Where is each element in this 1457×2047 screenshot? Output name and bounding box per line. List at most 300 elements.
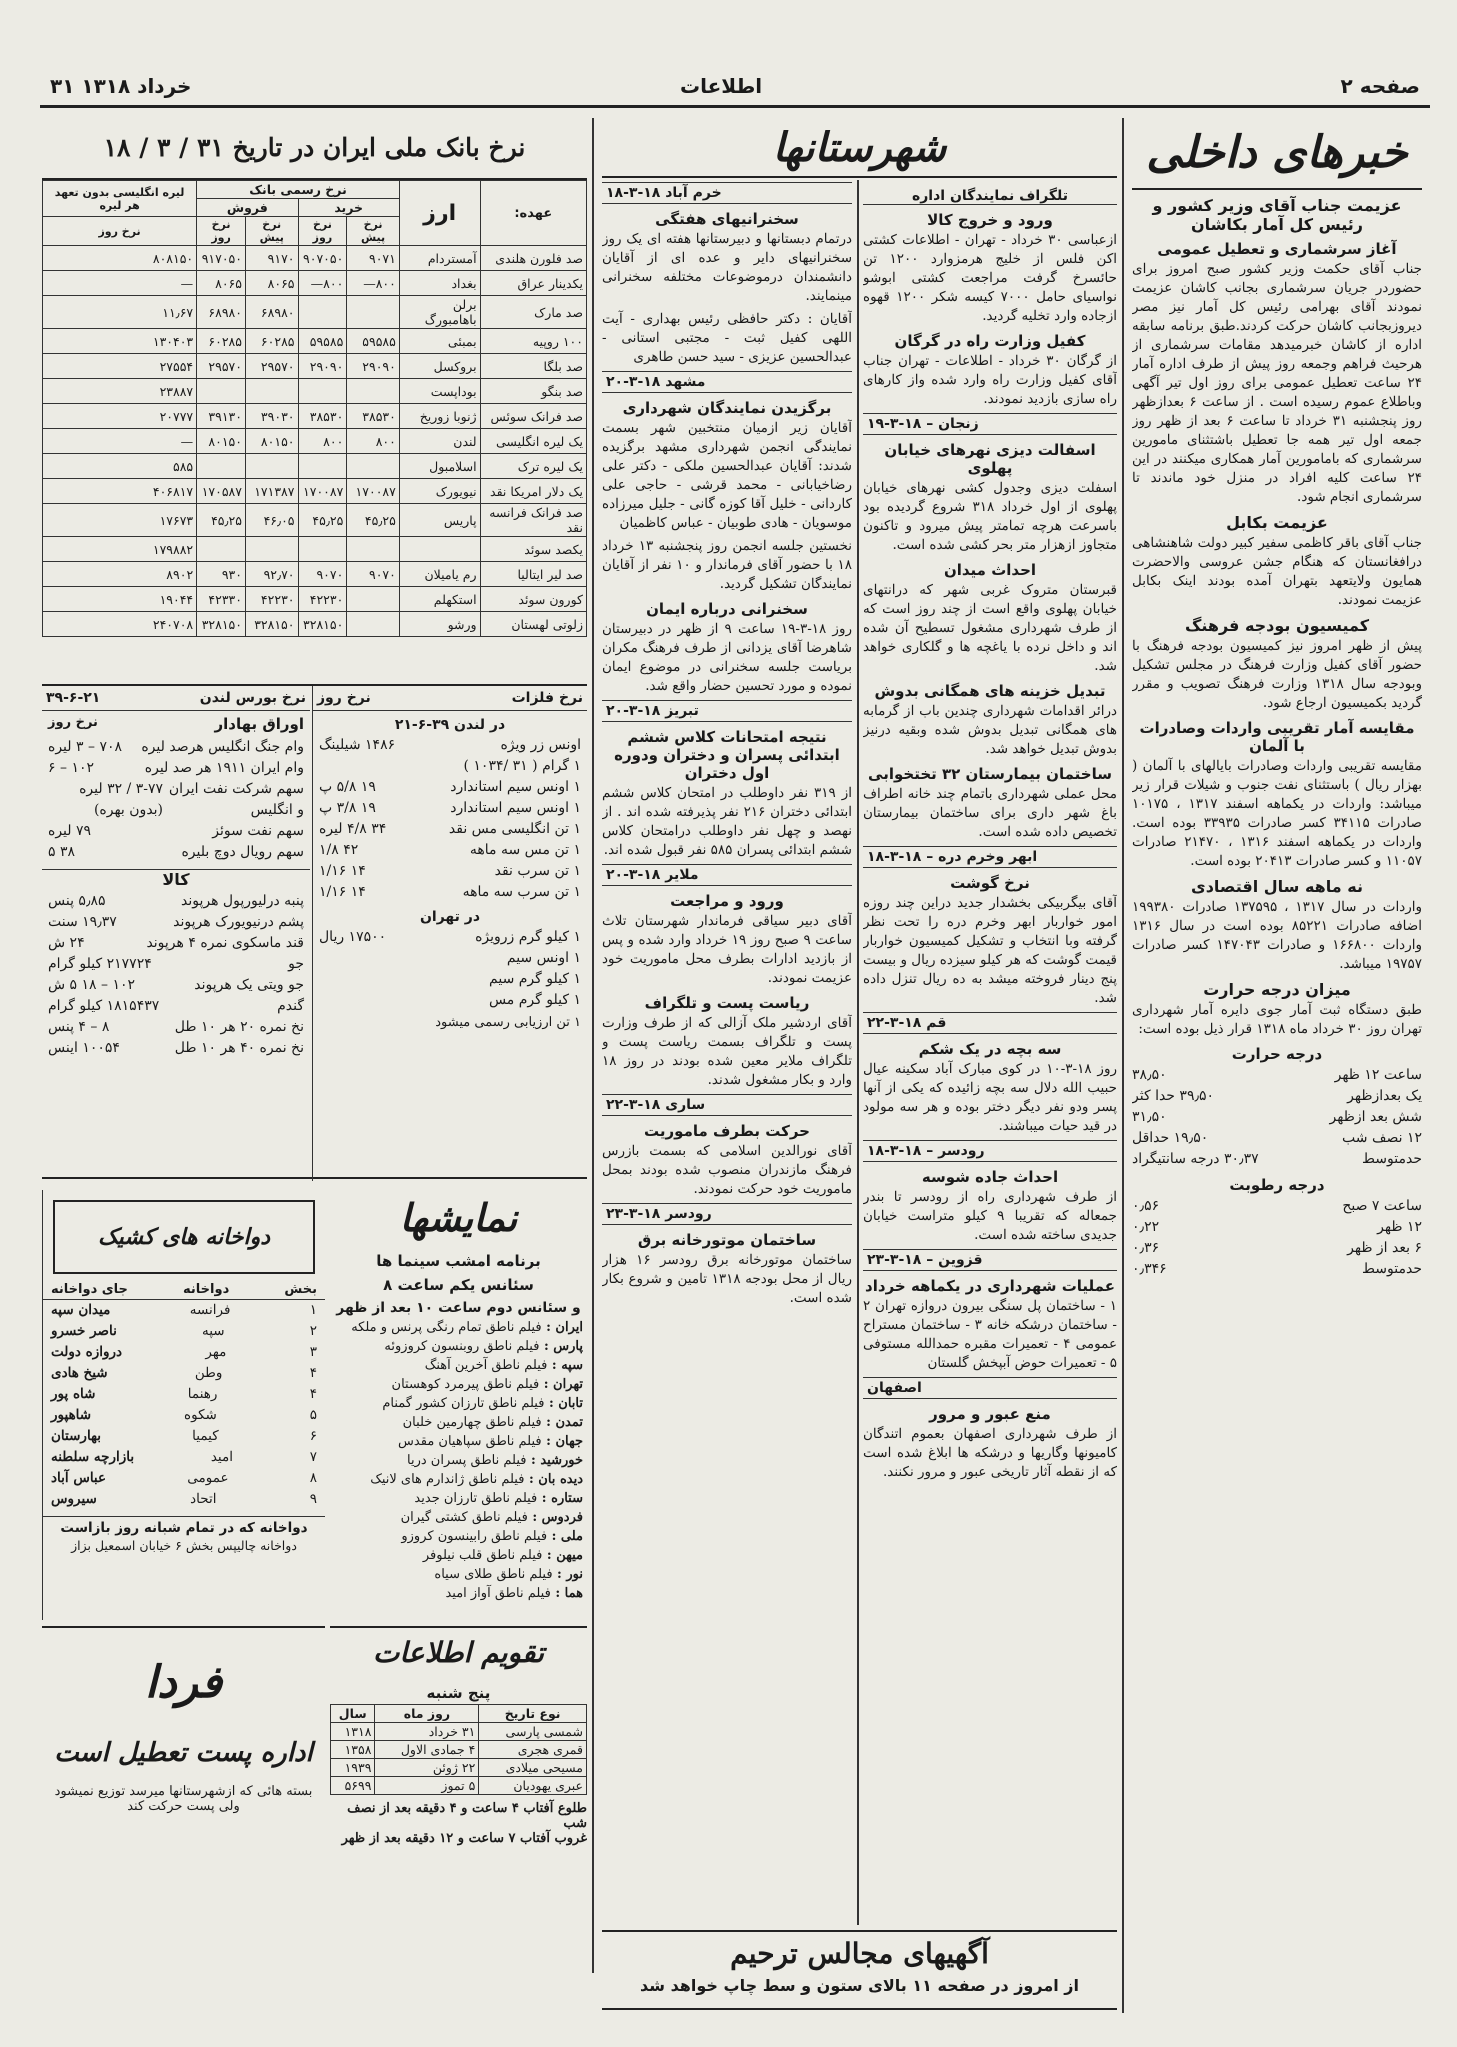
table-cell: ۱۹۳۹ [331, 1759, 375, 1777]
table-cell [347, 612, 400, 637]
table-cell: ۹۳۰ [197, 562, 246, 587]
headline: احداث جاده شوسه [921, 1168, 1059, 1186]
line-label: پنبه درلیورپول هرپوند [180, 893, 304, 909]
table-cell: ۱۳۵۸ [331, 1741, 375, 1759]
table-cell: ۳۲۸۱۵۰ [197, 612, 246, 637]
pharmacy-name: شکوه [184, 1407, 217, 1423]
table-cell: بغداد [399, 271, 480, 296]
metal-row [319, 927, 581, 948]
table-row [331, 1723, 587, 1741]
page-header [40, 70, 1430, 108]
metals-day-header: نرخ روز [317, 690, 371, 706]
table-cell: کورون سوئد [480, 587, 586, 612]
headline: سخنرانیهای هفتگی [655, 210, 799, 228]
pharmacy-location: شاهپور [51, 1407, 92, 1423]
table-cell: نیویورک [399, 479, 480, 504]
line-label: وام جنگ انگلیس هرصد لیره [141, 739, 304, 755]
humidity-row [1132, 1217, 1422, 1238]
cinema-show: فیلم ناطق قلب نیلوفر [422, 1548, 543, 1563]
cinema-row [334, 1584, 583, 1603]
table-cell [347, 296, 400, 329]
line-label: سهم نفت سوئز [212, 823, 304, 839]
col-prev-header: نرخ پیش [245, 217, 298, 246]
metal-row [319, 969, 581, 990]
cinema-row [334, 1432, 583, 1451]
line-value: ۳۰٫۳۷ درجه سانتیگراد [1132, 1151, 1259, 1167]
cities-column-b [602, 182, 852, 1925]
pharmacy-area: ۴ [309, 1365, 317, 1381]
pharmacy-area: ۷ [309, 1449, 317, 1465]
section-label: تلگراف نمایندگان اداره [863, 188, 1117, 205]
pharmacy-name: مهر [205, 1344, 227, 1360]
table-cell: ۹۱۷۰۵۰ [197, 246, 246, 271]
table-cell: ۲۲ ژوئن [375, 1759, 479, 1777]
headline: ریاست پست و تلگراف [644, 994, 810, 1012]
pharmacy-row [51, 1321, 317, 1342]
goods-row [48, 975, 304, 996]
table-cell: لندن [399, 429, 480, 454]
article-text: ساختمان موتورخانه برق رودسر ۱۶ هزار ریال از محل بودجه ۱۳۱۸ تامین و شروع بکار شده است. [602, 1252, 852, 1306]
table-cell: صد بنگو [480, 379, 586, 404]
table-cell: صد مارک [480, 296, 586, 329]
table-row [43, 537, 587, 562]
cinema-row [334, 1451, 583, 1470]
table-row [43, 587, 587, 612]
pharmacy-location: ناصر خسرو [51, 1323, 117, 1339]
table-cell [347, 537, 400, 562]
table-cell: زلوتی لهستان [480, 612, 586, 637]
cinema-show: فیلم ناطق کشتی گیران [400, 1510, 528, 1525]
calendar-day: پنج شنبه [426, 1684, 491, 1702]
col-pound-header: لیره انگلیسی بدون تعهد هر لیره [43, 181, 197, 217]
bond-row [48, 737, 304, 758]
line-value: ۳۴ ۴/۸ لیره [319, 821, 387, 837]
table-row [43, 479, 587, 504]
metals-title: نرخ فلزات [511, 690, 583, 706]
pharmacy-note2: دواخانه چالیپس بخش ۶ خیابان اسمعیل بزاز [71, 1538, 297, 1553]
table-cell: ۴۶٫۰۵ [245, 504, 298, 537]
pharmacy-name: کیمیا [192, 1428, 219, 1444]
headline: برگزیدن نمایندگان شهرداری [622, 399, 832, 417]
table-title: درجه حرارت [1231, 1045, 1323, 1063]
table-cell: ۹۰۷۰ [347, 562, 400, 587]
cinema-show: فیلم ناطق طلای سیاه [434, 1567, 553, 1582]
col-unit-header: عهده: [480, 181, 586, 246]
goods-row [48, 1017, 304, 1038]
table-row [43, 246, 587, 271]
pharmacy-area: ۸ [309, 1470, 317, 1486]
cinema-show: فیلم ناطق سپاهیان مقدس [398, 1434, 542, 1449]
cities-column-a [863, 182, 1117, 1925]
line-label: یک بعدازظهر [1347, 1088, 1422, 1104]
pharmacy-row [51, 1342, 317, 1363]
article-text: قبرستان متروک غربی شهر که درانتهای خیابان پهلوی واقع است از چند روز است که از طرف شهرداری مشغول تسطیح آن شده اند و داخل نرده با یاغچه ها و گلکاری خواهد شد. [863, 582, 1117, 674]
line-value: ۱۹ ۵/۸ پ [319, 779, 376, 795]
bonds-title: اوراق بهادار [214, 715, 304, 733]
goods-row [48, 996, 304, 1017]
table-cell [347, 454, 400, 479]
pharmacy-note: دواخانه که در تمام شبانه روز بازاست [43, 1516, 325, 1536]
table-cell: ۴۵٫۲۵ [347, 504, 400, 537]
table-cell [298, 537, 347, 562]
calendar-table [330, 1704, 587, 1795]
dateline: خرم آباد ۱۸-۳-۱۸ [602, 182, 852, 204]
line-label: جو [288, 956, 304, 972]
col-loc-header: جای دواخانه [51, 1282, 128, 1297]
table-cell: ۳۲۸۱۵۰ [298, 612, 347, 637]
cinema-row [334, 1470, 583, 1489]
dateline: رودسر – ۱۸-۳-۱۸ [863, 1140, 1117, 1162]
cinema-row [334, 1356, 583, 1375]
pharmacy-row [51, 1447, 317, 1468]
table-cell: ۸۰۶۵ [197, 271, 246, 296]
table-cell: صد بلگا [480, 354, 586, 379]
table-cell: ۵۸۵ [43, 454, 197, 479]
line-value: ۱۸۱۵۴۳۷ کیلو گرام [48, 998, 160, 1014]
table-cell: یک لیره ترک [480, 454, 586, 479]
line-label: ۱ گرام ( ۳۱ /۱۰۳۴ ) [463, 758, 581, 774]
cinema-row [334, 1337, 583, 1356]
bank-rates-title: نرخ بانک ملی ایران در تاریخ ۳۱ / ۳ / ۱۸ [42, 118, 587, 180]
pharmacy-row [51, 1363, 317, 1384]
metal-row [319, 861, 581, 882]
table-cell: ۵۶۹۹ [331, 1777, 375, 1795]
table-cell: ۸۰۶۵ [245, 271, 298, 296]
table-cell: ۳۹۱۳۰ [197, 404, 246, 429]
cinema-name: دیده بان : [524, 1472, 583, 1487]
table-cell: ۹۰۷۱ [347, 246, 400, 271]
bond-row [48, 821, 304, 842]
metal-row [319, 948, 581, 969]
table-cell: ۹۲٫۷۰ [245, 562, 298, 587]
headline: کمیسیون بودجه فرهنگ [1184, 616, 1370, 635]
bond-row [48, 842, 304, 863]
pharmacy-section [42, 1190, 325, 1620]
table-cell: ۳۸۵۳۰ [298, 404, 347, 429]
table-cell: ۶۸۹۸۰ [197, 296, 246, 329]
article-text: درائر اقدامات شهرداری چندین باب از گرمابه های همگانی تبدیل بدوش شده وبقیه درنیز بدوش تبدیل خواهد شد. [863, 703, 1117, 757]
pharmacy-name: فرانسه [189, 1302, 231, 1318]
dateline: قزوین – ۱۸-۳-۲۳ [863, 1249, 1117, 1271]
masthead-domestic: خبرهای داخلی [1132, 118, 1422, 190]
line-label: قند ماسکوی نمره ۴ هرپوند [146, 935, 304, 951]
headline: منع عبور و مرور [929, 1405, 1051, 1423]
pharmacy-name: اتحاد [190, 1491, 217, 1507]
table-cell: ۶۰۲۸۵ [197, 329, 246, 354]
cinema-show: فیلم ناطق تمام رنگی پرنس و ملکه [351, 1320, 542, 1335]
table-cell: ۵۹۵۸۵ [347, 329, 400, 354]
tehran-subheader: در تهران [419, 909, 481, 925]
pharmacy-area: ۱ [309, 1302, 317, 1318]
headline: عزیمت بکابل [1226, 513, 1328, 532]
humidity-table [1132, 1196, 1422, 1280]
line-value: ۳۸٫۵۰ [1132, 1067, 1167, 1083]
pharmacy-row [51, 1384, 317, 1405]
article-text: آقایان : دکتر حافظی رئیس بهداری - آیت اللهی کفیل ثبت - مجتبی استانی - عبدالحسین عزیزی - سید حسن طاهری [602, 311, 852, 365]
table-cell: صد لیر ایتالیا [480, 562, 586, 587]
line-value: ۱۴ ۱/۱۶ [319, 884, 366, 900]
col-buy-header: خرید [298, 199, 399, 217]
cinema-sub: برنامه امشب سینما ها [376, 1252, 541, 1270]
goods-row [48, 933, 304, 954]
line-value: ۴۲ ۱/۸ [319, 842, 359, 858]
pharmacy-area: ۵ [309, 1407, 317, 1423]
cinema-sub: و سئانس دوم ساعت ۱۰ بعد از ظهر [336, 1300, 581, 1316]
line-value: ۱۹٫۳۷ سنت [48, 914, 117, 930]
article-text: آقایان زیر ازمیان منتخبین شهر بسمت نمایندگی انجمن شهرداری مشهد برگزیده شدند: آقایان عبدالحسین ملکی - دکتر علی رضاخیابانی - محمد قرشی - حاجی علی کاردانی - خلیل آقا کوزه گانی - جلیل میرزاده موسویان - هادی طوبیان - عباس کاظمیان [602, 420, 852, 531]
line-value: ۱۴۸۶ شیلینگ [319, 737, 396, 753]
table-cell: یکصد سوئد [480, 537, 586, 562]
table-cell [245, 537, 298, 562]
line-label: ۱۲ نصف شب [1342, 1130, 1422, 1146]
metal-row [319, 756, 581, 777]
line-label: جو ویتی یک هرپوند [194, 977, 304, 993]
table-cell: ۴۵٫۲۵ [197, 504, 246, 537]
table-cell: ۳۱ خرداد [375, 1723, 479, 1741]
headline: اسفالت دیزی نهرهای خیابان پهلوی [884, 441, 1096, 477]
cinema-name: ملی : [547, 1529, 583, 1544]
headline: نه ماهه سال اقتصادی [1191, 877, 1363, 896]
london-bourse-date: ۳۹-۶-۲۱ [46, 690, 101, 706]
humidity-row [1132, 1259, 1422, 1280]
cinema-name: هما : [550, 1586, 583, 1601]
line-value: ۰٫۲۲ [1132, 1219, 1160, 1235]
masthead-cities: شهرستانها [772, 124, 947, 171]
line-value: ۵٫۸۵ پنس [48, 893, 106, 909]
table-cell: ۱۷۰۵۸۷ [197, 479, 246, 504]
table-cell: استکهلم [399, 587, 480, 612]
headline: میزان درجه حرارت [1203, 980, 1351, 999]
article-text: ۱ - ساختمان پل سنگی بیرون دروازه تهران ۲ - ساختمان درشکه خانه ۳ - ساختمان مستراح عمومی ۴ - تعمیرات مقبره حمدالله مستوفی ۵ - تعمیرات حوض آبپخش گلستان [863, 1298, 1117, 1371]
humidity-row [1132, 1196, 1422, 1217]
table-row [43, 562, 587, 587]
article-text: جناب آقای باقر کاظمی سفیر کبیر دولت شاهنشاهی درافغانستان که هنگام جشن عروسی والاحضرت همایون ولایتعهد بتهران آمده بودند اینک بکابل عزیمت نمودند. [1132, 535, 1422, 608]
table-cell: آمستردام [399, 246, 480, 271]
metal-row [319, 819, 581, 840]
line-label: ۶ بعد از ظهر [1347, 1240, 1422, 1256]
table-cell: بوداپست [399, 379, 480, 404]
headline: حرکت بطرف ماموریت [644, 1122, 810, 1140]
table-cell: ۹۰۷۰۵۰ [298, 246, 347, 271]
pharmacy-location: شیخ هادی [51, 1365, 108, 1381]
article-text: آقای اردشیر ملک آزالی که از طرف وزارت پست و تلگراف بسمت ریاست پست و تلگراف ملایر معین شده بودند در روز ۱۸ وارد و بکار مشغول شدند. [602, 1015, 852, 1088]
table-cell: ۲۰۷۷۷ [43, 404, 197, 429]
metal-row [319, 735, 581, 756]
cinema-show: فیلم ناطق چهارمین خلبان [402, 1415, 542, 1430]
cinema-title: نمایشها [399, 1195, 518, 1240]
calendar-title: تقویم اطلاعات [373, 1636, 544, 1669]
table-cell: ۸۰۰— [298, 271, 347, 296]
table-title: درجه رطوبت [1229, 1176, 1325, 1194]
tomorrow-title: فردا [144, 1657, 223, 1708]
table-cell: پاریس [399, 504, 480, 537]
table-cell: ۲۹۰۹۰ [347, 354, 400, 379]
cinema-show: فیلم ناطق رابینسون کروزو [401, 1529, 548, 1544]
table-row [43, 329, 587, 354]
table-row [331, 1741, 587, 1759]
col-today-header: نرخ روز [298, 217, 347, 246]
article-text: محل عملی شهرداری باتمام چند خانه اطراف باغ شهر داری برای ساختمان بیمارستان تخصیص داده شده است. [863, 786, 1117, 840]
table-cell: ۶۸۹۸۰ [245, 296, 298, 329]
pharmacy-row [51, 1426, 317, 1447]
line-value: ۷۹ لیره [48, 823, 92, 839]
table-cell: ۸۰۱۵۰ [245, 429, 298, 454]
article-text: درتمام دبستانها و دبیرستانها هفته ای یک روز سخنرانیهای دایر و عده ای از آقایان دانشمندان درموضوعات مختلفه سخنرانی مینمایند. [602, 231, 852, 304]
line-label: سهم شرکت نفت ایران و انگلیس [168, 781, 304, 818]
dateline: ابهر وخرم دره – ۱۸-۳-۱۸ [863, 846, 1117, 868]
table-cell: قمری هجری [479, 1741, 587, 1759]
cinema-section [330, 1190, 587, 1620]
table-cell: ۱۷۰۰۸۷ [298, 479, 347, 504]
col-area-header: بخش [284, 1282, 317, 1297]
cinema-show: فیلم ناطق آواز امید [445, 1586, 551, 1601]
sunset: غروب آفتاب ۷ ساعت و ۱۲ دقیقه بعد از ظهر [341, 1831, 587, 1846]
goods-title: کالا [42, 869, 310, 889]
headline: ساختمان بیمارستان ۳۲ تختخوابی [868, 765, 1112, 783]
temperature-row [1132, 1149, 1422, 1170]
line-value: ۰٫۳۶ [1132, 1240, 1160, 1256]
line-label: شش بعد ازظهر [1329, 1109, 1422, 1125]
pharmacy-location: بازارچه سلطنه [51, 1449, 135, 1465]
notice-sub: از امروز در صفحه ۱۱ بالای ستون و سط چاپ خواهد شد [640, 1976, 1079, 1995]
line-label: ساعت ۱۲ ظهر [1334, 1067, 1422, 1083]
cinema-row [334, 1394, 583, 1413]
article-text: ازعباسی ۳۰ خرداد - تهران - اطلاعات کشتی اکن فلس از خلیج هرمزوارد ۱۲۰۰ تن حائسرخ گرفت مراجعت کشتی ابوشو نواسیای حامل ۷۰۰۰ کیسه شکر ۱۲۰۰ قهوه ازجاده وارد تخلیه گردید. [863, 232, 1117, 324]
pharmacy-name: سپه [201, 1323, 225, 1339]
cinema-name: جهان : [541, 1434, 583, 1449]
table-cell: ۱۷۱۳۸۷ [245, 479, 298, 504]
table-cell: ۸۰۰ [298, 429, 347, 454]
dateline: ملایر ۱۸-۳-۲۰ [602, 864, 852, 886]
cinema-name: نور : [552, 1567, 583, 1582]
calendar-section [330, 1626, 587, 1976]
line-value: ۱۴ ۱/۱۶ [319, 863, 366, 879]
table-cell: رم یامیلان [399, 562, 480, 587]
table-row [43, 271, 587, 296]
article-text: پیش از ظهر امروز نیز کمیسیون بودجه فرهنگ با حضور آقای کفیل وزارت فرهنگ در مجلس تشکیل وبودجه سال ۱۳۱۸ وزارت فرهنگ تصویب و مقرر گردید بکمیسیون ارجاع شود. [1132, 638, 1422, 711]
cinema-show: فیلم ناطق پسران دریا [407, 1453, 527, 1468]
pharmacy-area: ۶ [309, 1428, 317, 1444]
headline: احداث میدان [943, 561, 1037, 579]
dateline: اصفهان [863, 1377, 1117, 1399]
table-cell: ۵ تموز [375, 1777, 479, 1795]
table-row [43, 612, 587, 637]
table-cell: ۱۹۰۴۴ [43, 587, 197, 612]
table-cell: بروکسل [399, 354, 480, 379]
cinema-row [334, 1527, 583, 1546]
article-text: اسفلت دیزی وجدول کشی نهرهای خیابان پهلوی از اول خرداد ۳۱۸ شروع گردیده بود باسرعت هرچه تمامتر پیش میرود و تاکنون متجاوز ازهزار متر بحر کشی شده است. [863, 480, 1117, 553]
headline: سه بچه در یک شکم [918, 1040, 1062, 1058]
table-cell: ۲۹۵۷۰ [245, 354, 298, 379]
col-name-header: دواخانه [183, 1282, 230, 1297]
headline: کفیل وزارت راه در گرگان [894, 332, 1086, 350]
cinema-name: میهن : [542, 1548, 583, 1563]
pharmacy-location: دروازه دولت [51, 1344, 123, 1360]
article-text: از طرف شهرداری راه از رودسر تا بندر جمعاله که تقریبا ۹ کیلو متراست خیابان جدیدی ساخته شده است. [863, 1189, 1117, 1243]
line-value: ۱۷۵۰۰ ریال [319, 929, 387, 945]
tomorrow-sub: اداره پست تعطیل است [54, 1738, 313, 1768]
metal-row [319, 798, 581, 819]
metals-note: ۱ تن ارزیابی رسمی میشود [435, 1015, 581, 1030]
pharmacy-name: عمومی [187, 1470, 229, 1486]
pharmacy-name: رهنما [187, 1386, 218, 1402]
goods-row [48, 1038, 304, 1059]
article-text: طبق دستگاه ثبت آمار جوی دایره آمار شهرداری تهران روز ۳۰ خرداد ماه ۱۳۱۸ قرار ذیل بوده است: [1132, 1002, 1422, 1037]
notice-title: آگهیهای مجالس ترحیم [730, 1937, 989, 1970]
pharmacy-location: میدان سپه [51, 1302, 111, 1318]
temperature-row [1132, 1107, 1422, 1128]
headline: سخنرانی درباره ایمان [646, 600, 808, 618]
dateline: مشهد ۱۸-۳-۲۰ [602, 371, 852, 393]
bonds-day-header: نرخ روز [48, 715, 98, 730]
paper-name: اطلاعات [680, 74, 763, 98]
humidity-row [1132, 1238, 1422, 1259]
table-cell: ۴۰۶۸۱۷ [43, 479, 197, 504]
cinema-name: ایران : [541, 1320, 583, 1335]
line-value: ۰٫۵۶ [1132, 1198, 1160, 1214]
table-cell [197, 454, 246, 479]
col-official-header: نرخ رسمی بانک [197, 181, 400, 199]
metal-row [319, 777, 581, 798]
line-label: ۱ کیلو گرم زرویژه [475, 929, 581, 945]
pharmacy-area: ۹ [309, 1491, 317, 1507]
table-cell: ۱۰۰ روپیه [480, 329, 586, 354]
cinema-name: ستاره : [537, 1491, 583, 1506]
line-label: حدمتوسط [1362, 1151, 1422, 1167]
table-cell: مسیحی میلادی [479, 1759, 587, 1777]
cinema-row [334, 1318, 583, 1337]
article-text: از طرف شهرداری اصفهان بعموم اتندگان کامیونها وگاریها و درشکه ها ابلاغ شده است که از نقطه آثار تاریخی عبور و مرور نکنند. [863, 1426, 1117, 1480]
table-cell: یک دلار امریکا نقد [480, 479, 586, 504]
table-cell: ۱۱٫۶۷ [43, 296, 197, 329]
metals-panel [312, 686, 587, 1181]
metal-row [319, 840, 581, 861]
table-row [43, 354, 587, 379]
line-value: ۱۰۲ – ۱۸ ۵ ش [48, 977, 136, 993]
article-text: نخستین جلسه انجمن روز پنجشنبه ۱۳ خرداد ۱۸ با حضور آقای فرماندار و ۱۰ نفر از آقایان نمایندگان تشکیل گردید. [602, 538, 852, 592]
bank-rates-table [42, 180, 587, 637]
line-label: حدمتوسط [1362, 1261, 1422, 1277]
table-cell: یک لیره انگلیسی [480, 429, 586, 454]
table-row [331, 1777, 587, 1795]
line-value: ۰٫۳۴۶ [1132, 1261, 1167, 1277]
cinema-name: تابان : [544, 1396, 583, 1411]
cinema-show: فیلم ناطق پیرمرد کوهستان [391, 1377, 540, 1392]
table-cell: ۱۳۱۸ [331, 1723, 375, 1741]
line-value: ۱۰۲ – ۶ [48, 760, 94, 776]
line-label: نخ نمره ۲۰ هر ۱۰ طل [174, 1019, 304, 1035]
line-value: ۱۰۰۵۴ اینس [48, 1040, 120, 1056]
table-row [43, 379, 587, 404]
table-cell: ۲۳۸۸۷ [43, 379, 197, 404]
article-text: از گرگان ۳۰ خرداد - اطلاعات - تهران جناب آقای کفیل وزارت راه وارد شده واز کارهای راه سازی بازدید نمودند. [863, 353, 1117, 407]
table-cell: ۹۰۷۰ [298, 562, 347, 587]
cities-masthead-box [602, 118, 1117, 178]
table-cell: — [43, 271, 197, 296]
line-label: ۱ اونس سیم استاندارد [450, 779, 581, 795]
col-year-header: سال [331, 1705, 375, 1723]
funeral-notices-box [602, 1930, 1117, 2010]
headline: مقایسه آمار تقریبی واردات وصادرات با آلمان [1139, 719, 1415, 755]
headline: عزیمت جناب آقای وزیر کشور و رئیس کل آمار بکاشان [1152, 196, 1402, 234]
line-value: ۷۰۸ – ۳ لیره [48, 739, 122, 755]
table-cell [197, 379, 246, 404]
headline: تبدیل خزینه های همگانی بدوش [874, 682, 1106, 700]
cinema-row [334, 1546, 583, 1565]
article-text: آقای بیگربیکی بخشدار جدید دراین چند روزه امور خواربار ابهر وخرم دره را تحت نظر گرفته وبا انتخاب و تشکیل کمیسیون خواربار قیمت گوشت که هر کیلو سیزده ریال و بیست پنج دینار فروخته میشد به ده ریال تنزل داده شد. [863, 895, 1117, 1006]
table-cell: ۸۹۰۲ [43, 562, 197, 587]
table-cell: ۳۲۸۱۵۰ [245, 612, 298, 637]
